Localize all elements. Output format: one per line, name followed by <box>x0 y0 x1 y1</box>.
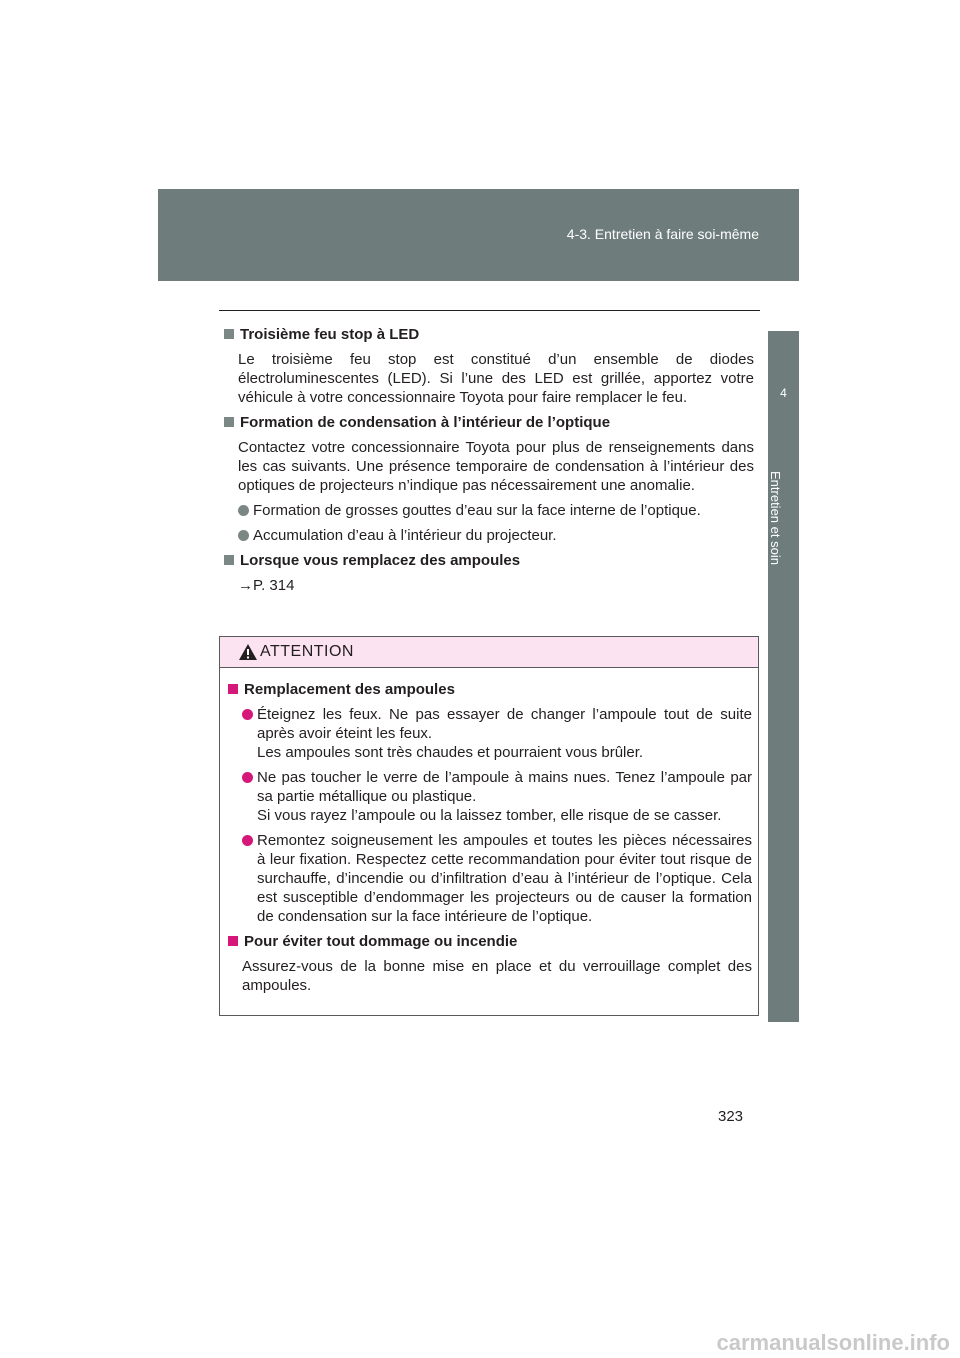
section-heading <box>219 413 760 432</box>
top-divider <box>219 310 760 311</box>
round-bullet-icon <box>242 835 253 846</box>
warning-item-text: Ne pas toucher le verre de l’ampoule à mains nues. Tenez l’ampoule par sa partie métallique ou plastique. Si vous rayez l’ampoule ou la laissez tomber, elle risque de se casser. <box>257 769 752 824</box>
warning-triangle-icon <box>238 643 258 661</box>
warning-item-text: Éteignez les feux. Ne pas essayer de changer l’ampoule tout de suite après avoir éteint les feux. Les ampoules sont très chaudes et pourraient vous brûler. <box>257 706 752 761</box>
warning-item-text: Remontez soigneusement les ampoules et toutes les pièces nécessaires à leur fixation. Respectez cette recommandation pour éviter tout risque de surchauffe, d’incendie ou d’infiltration d’eau à l’intérieur de l’optique. Cela est susceptible d’endommager les projecteurs ou de causer la formation de condensation sur la face intérieure de l’optique. <box>257 832 752 925</box>
page-number: 323 <box>718 1108 744 1125</box>
warning-list-item <box>242 768 752 825</box>
section-heading <box>219 325 760 344</box>
section-paragraph: Contactez votre concessionnaire Toyota pour plus de renseignements dans les cas suivants. Une présence temporaire de condensation à l’intérieur des optiques de projecteurs n’indique pas nécessairement une anomalie. <box>238 439 754 494</box>
section-heading-text: Lorsque vous remplacez des ampoules <box>240 552 521 569</box>
round-bullet-icon <box>238 530 249 541</box>
square-bullet-icon <box>224 417 234 427</box>
round-bullet-icon <box>238 505 249 516</box>
warning-heading-text: Remplacement des ampoules <box>244 681 455 698</box>
chapter-side-tab <box>768 331 799 1022</box>
list-item <box>238 501 754 520</box>
warning-list-item <box>242 705 752 762</box>
warning-list-item <box>242 831 752 926</box>
warning-section-heading <box>223 932 758 951</box>
section-title: 4-3. Entretien à faire soi-même <box>566 226 759 242</box>
warning-paragraph: Assurez-vous de la bonne mise en place et du verrouillage complet des ampoules. <box>242 958 752 994</box>
chapter-label: Entretien et soin <box>768 471 783 565</box>
main-content <box>219 325 760 601</box>
round-bullet-icon <box>242 709 253 720</box>
warning-body <box>220 668 758 995</box>
warning-heading-text: Pour éviter tout dommage ou incendie <box>244 933 518 950</box>
chapter-number: 4 <box>780 386 787 400</box>
square-bullet-icon <box>228 936 238 946</box>
square-bullet-icon <box>228 684 238 694</box>
section-heading-text: Troisième feu stop à LED <box>240 326 420 343</box>
watermark: carmanualsonline.info <box>716 1330 950 1355</box>
warning-title: ATTENTION <box>260 643 354 660</box>
list-item-text: Formation de grosses gouttes d’eau sur la face interne de l’optique. <box>253 502 701 519</box>
list-item-text: Accumulation d’eau à l’intérieur du projecteur. <box>253 527 557 544</box>
section-heading <box>219 551 760 570</box>
warning-header <box>220 637 758 668</box>
warning-section-heading <box>223 680 758 699</box>
chapter-header-band <box>158 189 799 281</box>
page-reference-link[interactable]: →P. 314 <box>238 577 295 594</box>
list-item <box>238 526 754 545</box>
warning-box <box>219 636 759 1016</box>
square-bullet-icon <box>224 555 234 565</box>
square-bullet-icon <box>224 329 234 339</box>
section-paragraph: Le troisième feu stop est constitué d’un ensemble de diodes électroluminescentes (LED). Si l’une des LED est grillée, apportez votre véhicule à votre concessionnaire Toyota pour faire remplacer le feu. <box>238 351 754 406</box>
round-bullet-icon <box>242 772 253 783</box>
section-heading-text: Formation de condensation à l’intérieur de l’optique <box>240 414 611 431</box>
